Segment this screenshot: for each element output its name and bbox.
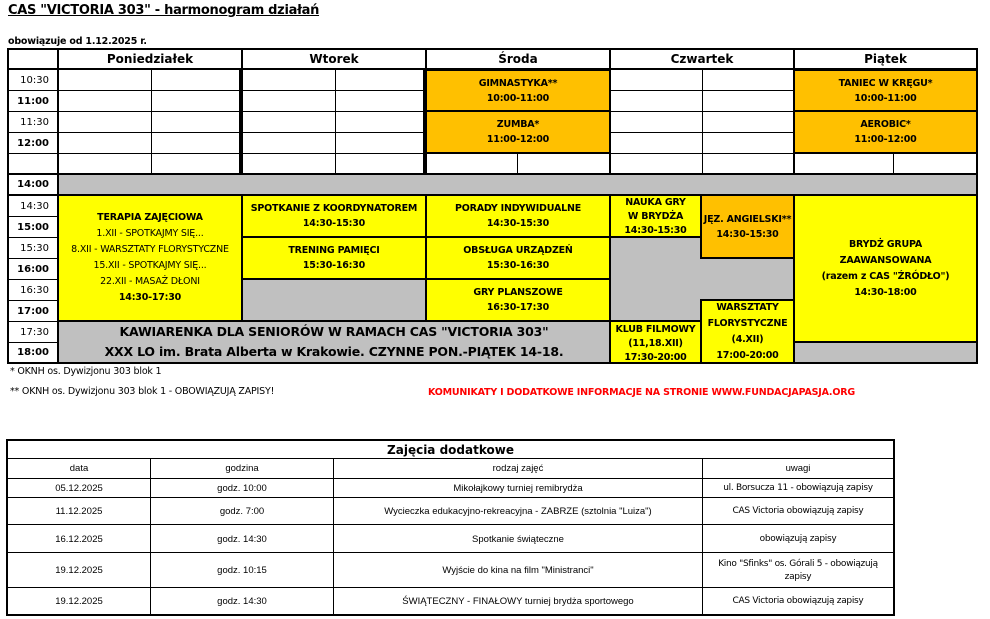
- time-label: [7, 153, 59, 175]
- activity-spotkanie: SPOTKANIE Z KOORDYNATOREM 14:30-15:30: [241, 194, 427, 238]
- extra-cell-kind: Wycieczka edukacyjno-rekreacyjna - ZABRZE (sztolnia "Luiza"): [333, 497, 703, 526]
- empty-slot: [57, 90, 152, 112]
- empty-slot: [151, 69, 241, 91]
- extra-cell-hour: godz. 10:15: [150, 552, 334, 589]
- activity-warsztaty: WARSZTATY FLORYSTYCZNE (4.XII) 17:00-20:00: [700, 299, 795, 364]
- time-label: 11:30: [7, 111, 59, 133]
- activity-terapia: TERAPIA ZAJĘCIOWA 1.XII - SPOTKAJMY SIĘ... 8.XII - WARSZTATY FLORYSTYCZNE 15.XII - SPOTKAJMY SIĘ... 22.XII - MASAŻ DŁONI 14:30-17:30: [57, 194, 243, 322]
- extra-cell-note: Kino "Sfinks" os. Górali 5 - obowiązują zapisy: [702, 552, 895, 589]
- footnote-one-star: * OKNH os. Dywizjonu 303 blok 1: [10, 366, 162, 377]
- extra-cell-date: 11.12.2025: [6, 497, 151, 526]
- activity-obsluga: OBSŁUGA URZĄDZEŃ 15:30-16:30: [425, 236, 611, 280]
- empty-slot: [793, 341, 978, 364]
- empty-slot: [151, 90, 241, 112]
- time-label: 16:00: [7, 258, 59, 280]
- activity-brydz-zaawansowana: BRYDŻ GRUPA ZAAWANSOWANA (razem z CAS "ŹRÓDŁO") 14:30-18:00: [793, 194, 978, 343]
- activity-nauka-brydza: NAUKA GRY W BRYDŻA 14:30-15:30: [609, 194, 702, 238]
- extra-cell-hour: godz. 14:30: [150, 587, 334, 616]
- extra-cell-kind: Mikołajkowy turniej remibrydża: [333, 478, 703, 499]
- empty-slot: [702, 69, 795, 91]
- extra-cell-note: CAS Victoria obowiązują zapisy: [702, 587, 895, 616]
- day-header-mon: Poniedziałek: [57, 48, 243, 70]
- empty-slot: [151, 111, 241, 133]
- extra-cell-note: ul. Borsucza 11 - obowiązują zapisy: [702, 478, 895, 499]
- empty-slot: [335, 153, 425, 174]
- time-label: 17:30: [7, 321, 59, 343]
- empty-slot: [609, 69, 703, 91]
- empty-slot: [702, 111, 795, 133]
- empty-slot: [702, 132, 795, 154]
- day-header-wed: Środa: [425, 48, 611, 70]
- empty-slot: [241, 69, 336, 91]
- time-label: 18:00: [7, 342, 59, 364]
- empty-slot: [335, 132, 425, 154]
- time-label: 11:00: [7, 90, 59, 112]
- extra-cell-note: obowiązują zapisy: [702, 524, 895, 554]
- activity-gimnastyka: GIMNASTYKA** 10:00-11:00: [425, 69, 611, 112]
- empty-slot: [609, 153, 703, 174]
- empty-slot: [57, 153, 152, 174]
- activity-zumba: ZUMBA* 11:00-12:00: [425, 110, 611, 154]
- empty-slot: [241, 90, 336, 112]
- time-label: 14:30: [7, 195, 59, 217]
- day-header-tue: Wtorek: [241, 48, 427, 70]
- empty-slot: [609, 132, 703, 154]
- extra-header-rodzaj: rodzaj zajęć: [333, 458, 703, 479]
- empty-slot: [241, 153, 336, 174]
- empty-slot: [517, 152, 611, 174]
- extra-cell-date: 05.12.2025: [6, 478, 151, 499]
- valid-from: obowiązuje od 1.12.2025 r.: [8, 36, 147, 47]
- time-label: 15:30: [7, 237, 59, 259]
- empty-slot: [57, 111, 152, 133]
- time-label: 10:30: [7, 69, 59, 91]
- empty-slot: [57, 69, 152, 91]
- empty-slot: [335, 111, 425, 133]
- extra-table-title: Zajęcia dodatkowe: [6, 439, 895, 460]
- empty-slot: [241, 111, 336, 133]
- time-label: 12:00: [7, 132, 59, 154]
- empty-slot: [425, 152, 518, 174]
- empty-slot: [702, 90, 795, 112]
- extra-cell-hour: godz. 7:00: [150, 497, 334, 526]
- empty-slot: [793, 152, 894, 174]
- activity-gry: GRY PLANSZOWE 16:30-17:30: [425, 278, 611, 322]
- empty-slot: [241, 132, 336, 154]
- time-label: 14:00: [7, 173, 59, 196]
- page-title: CAS "VICTORIA 303" - harmonogram działań: [8, 3, 320, 18]
- extra-cell-date: 19.12.2025: [6, 552, 151, 589]
- empty-slot: [57, 132, 152, 154]
- activity-angielski: JĘZ. ANGIELSKI** 14:30-15:30: [700, 194, 795, 259]
- activity-klub-filmowy: KLUB FILMOWY (11,18.XII) 17:30-20:00: [609, 320, 702, 364]
- extra-cell-date: 16.12.2025: [6, 524, 151, 554]
- empty-slot: [609, 111, 703, 133]
- extra-cell-kind: Spotkanie świąteczne: [333, 524, 703, 554]
- extra-cell-date: 19.12.2025: [6, 587, 151, 616]
- extra-cell-kind: ŚWIĄTECZNY - FINAŁOWY turniej brydża sportowego: [333, 587, 703, 616]
- footnote-two-star: ** OKNH os. Dywizjonu 303 blok 1 - OBOWIĄZUJĄ ZAPISY!: [10, 386, 275, 397]
- activity-trening: TRENING PAMIĘCI 15:30-16:30: [241, 236, 427, 280]
- day-header-fri: Piątek: [793, 48, 978, 70]
- empty-slot: [609, 90, 703, 112]
- info-link[interactable]: KOMUNIKATY I DODATKOWE INFORMACJE NA STRONIE WWW.FUNDACJAPASJA.ORG: [428, 387, 855, 398]
- activity-porady: PORADY INDYWIDUALNE 14:30-15:30: [425, 194, 611, 238]
- empty-slot: [151, 132, 241, 154]
- kawiarenka-banner: KAWIARENKA DLA SENIORÓW W RAMACH CAS "VICTORIA 303" XXX LO im. Brata Alberta w Krakowie. CZYNNE PON.-PIĄTEK 14-18.: [57, 320, 611, 364]
- corner-cell: [7, 48, 59, 70]
- extra-cell-hour: godz. 10:00: [150, 478, 334, 499]
- day-header-thu: Czwartek: [609, 48, 795, 70]
- extra-header-uwagi: uwagi: [702, 458, 895, 479]
- extra-cell-note: CAS Victoria obowiązują zapisy: [702, 497, 895, 526]
- empty-slot: [151, 153, 241, 174]
- time-label: 16:30: [7, 279, 59, 301]
- empty-slot: [241, 278, 427, 322]
- time-label: 15:00: [7, 216, 59, 238]
- break-row: [57, 173, 978, 196]
- empty-slot: [702, 153, 795, 174]
- empty-slot: [335, 90, 425, 112]
- empty-slot: [335, 69, 425, 91]
- extra-header-data: data: [6, 458, 151, 479]
- empty-slot: [893, 152, 978, 174]
- activity-aerobic: AEROBIC* 11:00-12:00: [793, 110, 978, 154]
- extra-cell-kind: Wyjście do kina na film "Ministranci": [333, 552, 703, 589]
- time-label: 17:00: [7, 300, 59, 322]
- activity-taniec: TANIEC W KRĘGU* 10:00-11:00: [793, 69, 978, 112]
- extra-header-godzina: godzina: [150, 458, 334, 479]
- extra-cell-hour: godz. 14:30: [150, 524, 334, 554]
